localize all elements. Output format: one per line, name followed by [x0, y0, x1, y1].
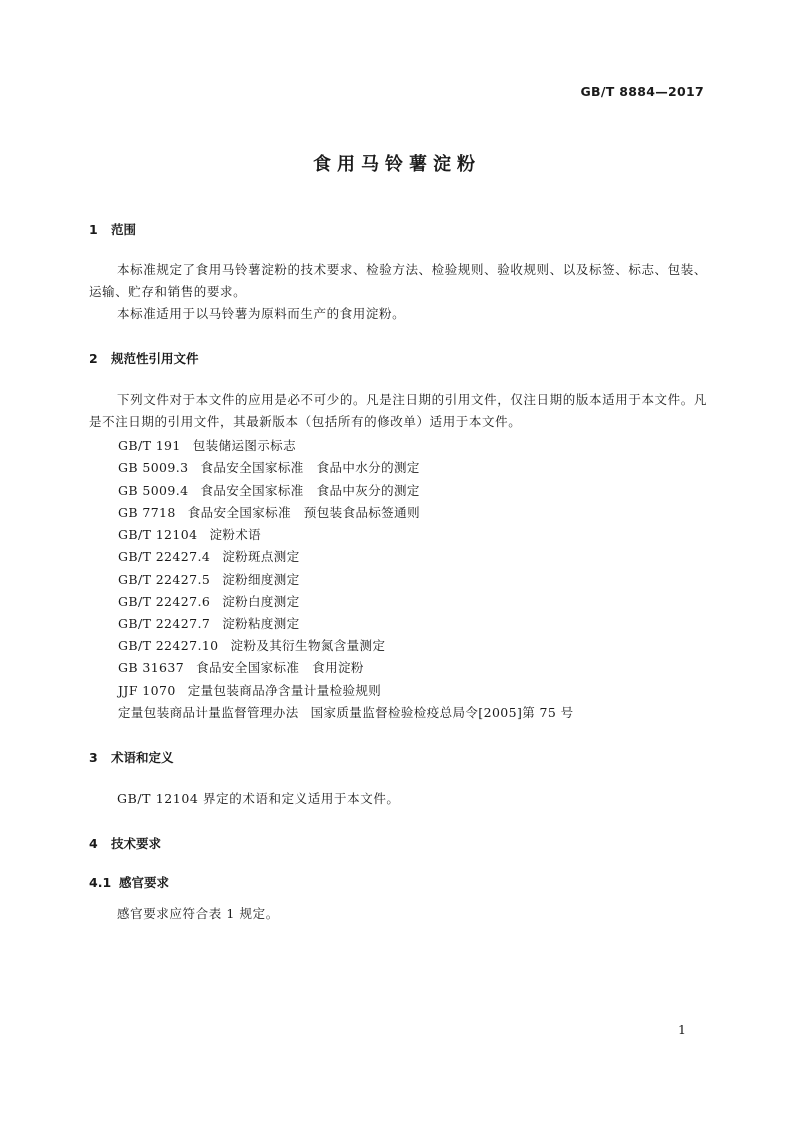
reference-item [118, 614, 300, 632]
reference-name: 食品安全国家标准 食用淀粉 [196, 660, 364, 675]
reference-item [118, 436, 296, 454]
reference-item [118, 592, 300, 610]
reference-item [118, 481, 420, 499]
reference-name: 食品安全国家标准 食品中水分的测定 [200, 460, 420, 475]
reference-item [118, 636, 385, 654]
reference-code: GB 31637 [118, 660, 185, 675]
reference-name: 淀粉斑点测定 [222, 549, 300, 564]
reference-name: 淀粉白度测定 [222, 594, 300, 609]
section-3-title: 术语和定义 [111, 750, 174, 765]
reference-name: 食品安全国家标准 预包装食品标签通则 [187, 505, 420, 520]
reference-code: JJF 1070 [118, 683, 176, 698]
reference-name: 淀粉及其衍生物氮含量测定 [230, 638, 386, 653]
section-4-1-paragraph-1: 感官要求应符合表 1 规定。 [117, 906, 279, 921]
reference-code: GB/T 191 [118, 438, 181, 453]
section-4-1-number: 4.1 [89, 875, 112, 890]
section-4-number: 4 [89, 836, 98, 851]
reference-name: 定量包装商品净含量计量检验规则 [187, 683, 382, 698]
section-2-number: 2 [89, 351, 98, 366]
reference-code: GB/T 22427.10 [118, 638, 219, 653]
section-1-paragraph-1: 本标准规定了食用马铃薯淀粉的技术要求、检验方法、检验规则、验收规则、以及标签、标志、包装、运输、贮存和销售的要求。 [89, 262, 707, 299]
section-4-heading [89, 834, 161, 852]
reference-name: 淀粉粘度测定 [222, 616, 300, 631]
reference-name: 淀粉术语 [209, 527, 262, 542]
reference-item [118, 547, 300, 565]
section-4-1-title: 感官要求 [119, 875, 170, 890]
section-3-number: 3 [89, 750, 98, 765]
section-2-title: 规范性引用文件 [111, 351, 199, 366]
section-1-title: 范围 [111, 222, 137, 237]
reference-item [118, 525, 261, 543]
reference-code: GB/T 22427.5 [118, 572, 211, 587]
section-3-heading [89, 748, 174, 766]
reference-code: GB/T 22427.4 [118, 549, 211, 564]
reference-code: GB 7718 [118, 505, 176, 520]
reference-item [118, 570, 300, 588]
reference-code: GB 5009.3 [118, 460, 189, 475]
reference-code: GB/T 12104 [118, 527, 198, 542]
section-4-1-heading [89, 873, 169, 891]
section-4-title: 技术要求 [111, 836, 162, 851]
section-1-heading [89, 220, 136, 238]
reference-name: 食品安全国家标准 食品中灰分的测定 [200, 483, 420, 498]
reference-name: 淀粉细度测定 [222, 572, 300, 587]
section-1-number: 1 [89, 222, 98, 237]
reference-code: GB 5009.4 [118, 483, 189, 498]
reference-item [118, 503, 420, 521]
document-title: 食用马铃薯淀粉 [313, 154, 481, 175]
reference-item [118, 681, 381, 699]
reference-item [118, 703, 574, 721]
standard-number: GB/T 8884—2017 [580, 84, 704, 99]
section-3-paragraph-1: GB/T 12104 界定的术语和定义适用于本文件。 [117, 791, 400, 806]
reference-code: GB/T 22427.7 [118, 616, 211, 631]
reference-code: GB/T 22427.6 [118, 594, 211, 609]
reference-name: 包装储运图示标志 [192, 438, 296, 453]
reference-name: 国家质量监督检验检疫总局令[2005]第 75 号 [310, 705, 574, 720]
reference-item [118, 658, 364, 676]
section-1-paragraph-2: 本标准适用于以马铃薯为原料而生产的食用淀粉。 [117, 306, 406, 321]
section-2-heading [89, 349, 199, 367]
reference-code: 定量包装商品计量监督管理办法 [118, 705, 299, 720]
section-2-intro: 下列文件对于本文件的应用是必不可少的。凡是注日期的引用文件，仅注日期的版本适用于本文件。凡是不注日期的引用文件，其最新版本（包括所有的修改单）适用于本文件。 [89, 392, 707, 429]
page-number: 1 [678, 1022, 686, 1037]
reference-item [118, 458, 420, 476]
